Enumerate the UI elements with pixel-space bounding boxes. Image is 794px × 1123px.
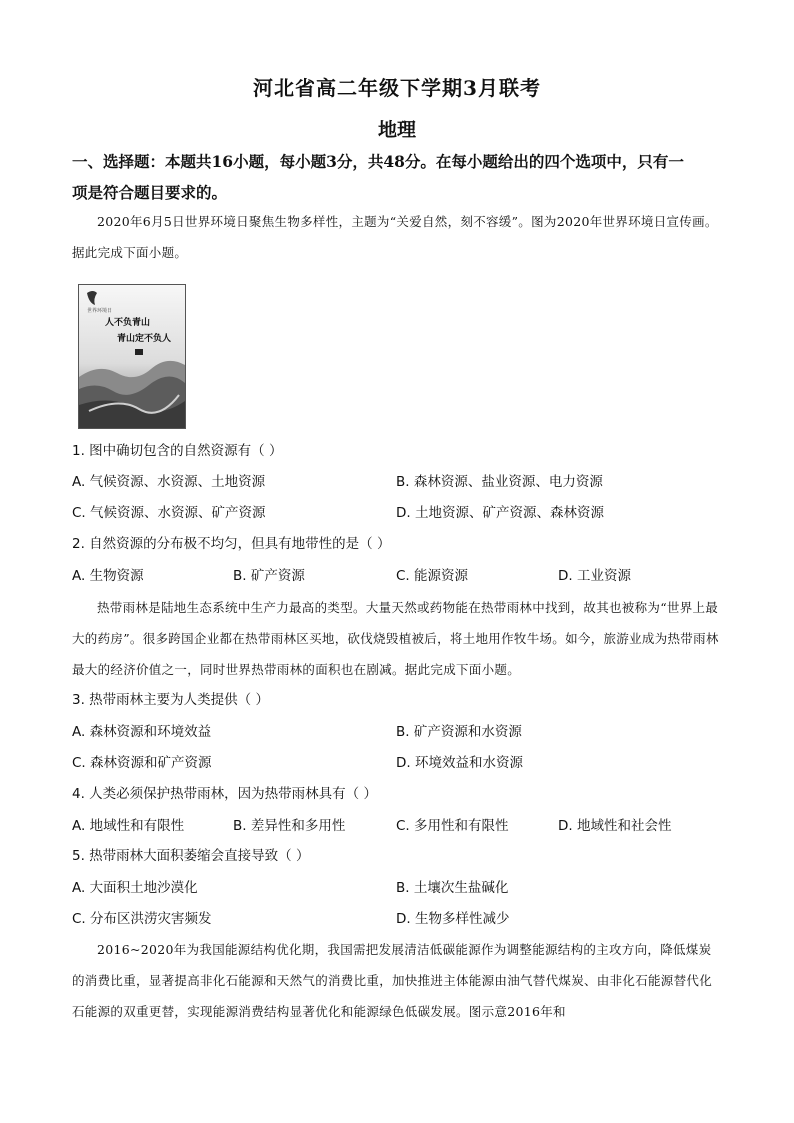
- poster-small-text: 世界环境日: [87, 308, 113, 314]
- q4-option-d[interactable]: D. 地域性和社会性: [558, 818, 672, 834]
- q3-option-a[interactable]: A. 森林资源和环境效益: [72, 724, 212, 740]
- poster-slogan-line1: 人不负青山: [105, 318, 151, 328]
- question-1: 1. 图中确切包含的自然资源有（ ）: [72, 443, 283, 459]
- q2-option-d[interactable]: D. 工业资源: [558, 568, 631, 584]
- q4-option-a[interactable]: A. 地域性和有限性: [72, 818, 185, 834]
- passage-2: 热带雨林是陆地生态系统中生产力最高的类型。大量天然或药物能在热带雨林中找到，故其也被称为“世界上最大的药房”。很多跨国企业都在热带雨林区买地，砍伐烧毁植被后，将土地用作牧牛场。如今，旅游业成为热带雨林最大的经济价值之一，同时世界热带雨林的面积也在剧减。据此完成下面小题。: [72, 600, 719, 677]
- q5-option-c[interactable]: C. 分布区洪涝灾害频发: [72, 911, 212, 927]
- subject-title: 地理: [377, 119, 416, 141]
- section-heading-line2: 项是符合题目要求的。: [72, 183, 228, 202]
- q2-option-c[interactable]: C. 能源资源: [396, 568, 469, 584]
- question-3: 3. 热带雨林主要为人类提供（ ）: [72, 692, 269, 708]
- q3-option-c[interactable]: C. 森林资源和矿产资源: [72, 755, 212, 771]
- q5-option-d[interactable]: D. 生物多样性减少: [396, 911, 510, 927]
- section-heading-line1: 一、选择题：本题共16小题，每小题3分，共48分。在每小题给出的四个选项中，只有一: [72, 152, 684, 171]
- environment-day-poster: [78, 284, 186, 429]
- q4-option-c[interactable]: C. 多用性和有限性: [396, 818, 509, 834]
- question-4: 4. 人类必须保护热带雨林，因为热带雨林具有（ ）: [72, 786, 377, 802]
- q1-option-d[interactable]: D. 土地资源、矿产资源、森林资源: [396, 505, 604, 521]
- question-2: 2. 自然资源的分布极不均匀，但具有地带性的是（ ）: [72, 536, 391, 552]
- exam-title: 河北省高二年级下学期3月联考: [253, 76, 541, 100]
- q2-option-a[interactable]: A. 生物资源: [72, 568, 144, 584]
- q1-option-b[interactable]: B. 森林资源、盐业资源、电力资源: [396, 474, 603, 490]
- q3-option-b[interactable]: B. 矿产资源和水资源: [396, 724, 522, 740]
- passage-1: 2020年6月5日世界环境日聚焦生物多样性，主题为“关爱自然，刻不容缓”。图为2020年世界环境日宣传画。据此完成下面小题。: [72, 214, 718, 260]
- q5-option-a[interactable]: A. 大面积土地沙漠化: [72, 880, 198, 896]
- q1-option-c[interactable]: C. 气候资源、水资源、矿产资源: [72, 505, 266, 521]
- q1-option-a[interactable]: A. 气候资源、水资源、土地资源: [72, 474, 266, 490]
- q4-option-b[interactable]: B. 差异性和多用性: [233, 818, 346, 834]
- section-heading: [72, 146, 732, 208]
- question-5: 5. 热带雨林大面积萎缩会直接导致（ ）: [72, 848, 310, 864]
- q5-option-b[interactable]: B. 土壤次生盐碱化: [396, 880, 509, 896]
- poster-slogan-line2: 青山定不负人: [117, 334, 172, 344]
- q3-option-d[interactable]: D. 环境效益和水资源: [396, 755, 523, 771]
- q2-option-b[interactable]: B. 矿产资源: [233, 568, 305, 584]
- passage-3: 2016~2020年为我国能源结构优化期，我国需把发展清洁低碳能源作为调整能源结构的主攻方向，降低煤炭的消费比重，显著提高非化石能源和天然气的消费比重，加快推进主体能源由油气替代煤炭、由非化石能源替代化石能源的双重更替，实现能源消费结构显著优化和能源绿色低碳发展。图示意2016年和: [72, 942, 713, 1019]
